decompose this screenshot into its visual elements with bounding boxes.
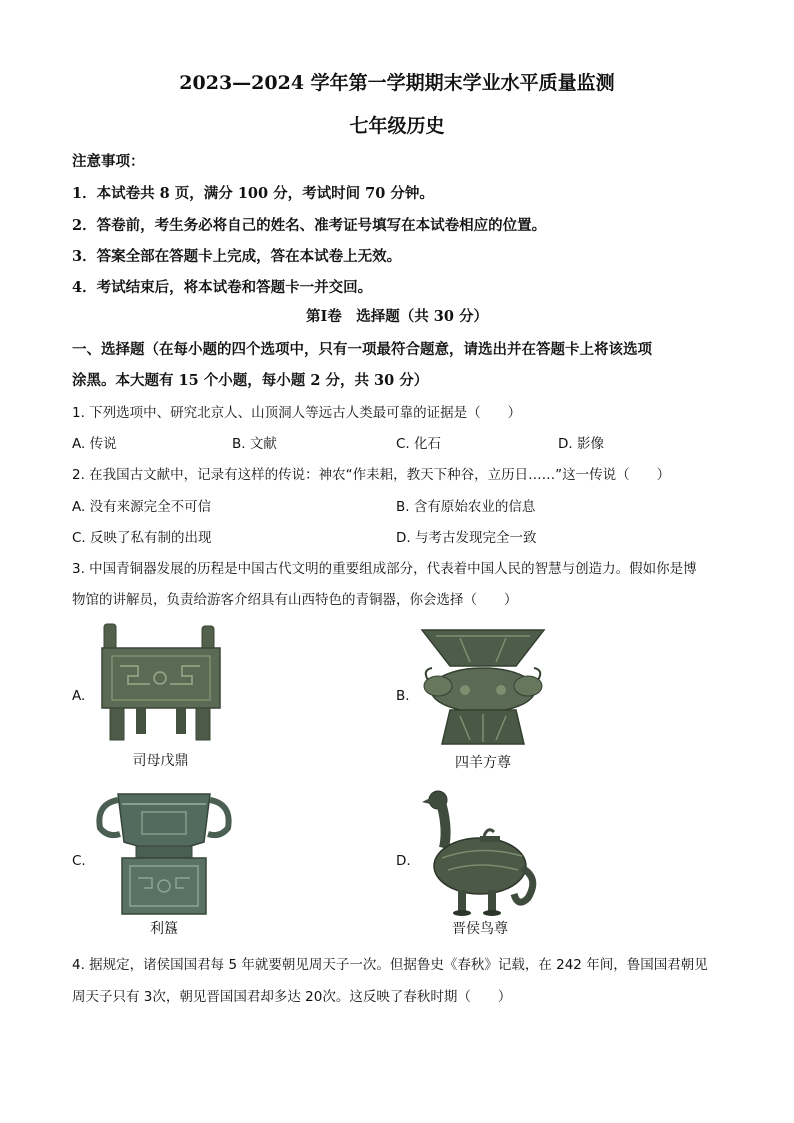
q3-option-d-caption: 晋侯鸟尊 bbox=[452, 921, 508, 937]
bronze-bird-zun-image bbox=[418, 786, 542, 916]
q1-option-d: D. 影像 bbox=[558, 436, 604, 452]
q2-option-b: B. 含有原始农业的信息 bbox=[396, 499, 536, 515]
q3-option-c-letter: C. bbox=[72, 853, 86, 869]
question-4-stem-line2: 周天子只有 3次，朝见晋国国君却多达 20次。这反映了春秋时期（ ） bbox=[72, 989, 512, 1005]
question-3-stem-line1: 3. 中国青铜器发展的历程是中国古代文明的重要组成部分，代表着中国人民的智慧与创造力。假如你是博 bbox=[72, 561, 697, 577]
bronze-gui-image bbox=[92, 786, 236, 916]
exam-subtitle: 七年级历史 bbox=[349, 115, 445, 137]
q1-option-a: A. 传说 bbox=[72, 436, 117, 452]
q2-option-a: A. 没有来源完全不可信 bbox=[72, 499, 212, 515]
question-4-stem-line1: 4. 据规定，诸侯国国君每 5 年就要朝见周天子一次。但据鲁史《春秋》记载，在 242 年间，鲁国国君朝见 bbox=[72, 957, 708, 973]
bronze-zun-image bbox=[420, 624, 546, 748]
bronze-ding-image bbox=[98, 622, 223, 744]
note-item: 3．答案全部在答题卡上完成，答在本试卷上无效。 bbox=[72, 248, 402, 265]
section-instruction-line1: 一、选择题（在每小题的四个选项中，只有一项最符合题意，请选出并在答题卡上将该选项 bbox=[72, 341, 652, 358]
q2-option-c: C. 反映了私有制的出现 bbox=[72, 530, 212, 546]
q2-option-d: D. 与考古发现完全一致 bbox=[396, 530, 537, 546]
q1-option-b: B. 文献 bbox=[232, 436, 277, 452]
section-instruction-line2: 涂黑。本大题有 15 个小题，每小题 2 分，共 30 分） bbox=[72, 372, 429, 389]
exam-title: 2023—2024 学年第一学期期末学业水平质量监测 bbox=[179, 72, 615, 94]
q1-option-c: C. 化石 bbox=[396, 436, 442, 452]
q3-option-a-caption: 司母戊鼎 bbox=[132, 753, 189, 769]
question-3-stem-line2: 物馆的讲解员，负责给游客介绍具有山西特色的青铜器，你会选择（ ） bbox=[72, 592, 518, 608]
section-heading: 第Ⅰ卷 选择题（共 30 分） bbox=[305, 308, 489, 325]
q3-option-d-letter: D. bbox=[396, 853, 411, 869]
q3-option-a-letter: A. bbox=[72, 688, 86, 704]
notes-heading: 注意事项： bbox=[72, 153, 145, 170]
note-item: 1．本试卷共 8 页，满分 100 分，考试时间 70 分钟。 bbox=[72, 185, 434, 202]
q3-option-b-letter: B. bbox=[396, 688, 410, 704]
q3-option-c-caption: 利簋 bbox=[150, 921, 178, 937]
note-item: 2．答卷前，考生务必将自己的姓名、准考证号填写在本试卷相应的位置。 bbox=[72, 217, 547, 234]
q3-option-b-caption: 四羊方尊 bbox=[455, 755, 511, 771]
note-item: 4．考试结束后，将本试卷和答题卡一并交回。 bbox=[72, 279, 373, 296]
question-1-stem: 1. 下列选项中、研究北京人、山顶洞人等远古人类最可靠的证据是（ ） bbox=[72, 405, 522, 421]
question-2-stem: 2. 在我国古文献中，记录有这样的传说：神农“作耒耜，教天下种谷，立历日……”这一传说（ ） bbox=[72, 467, 671, 483]
